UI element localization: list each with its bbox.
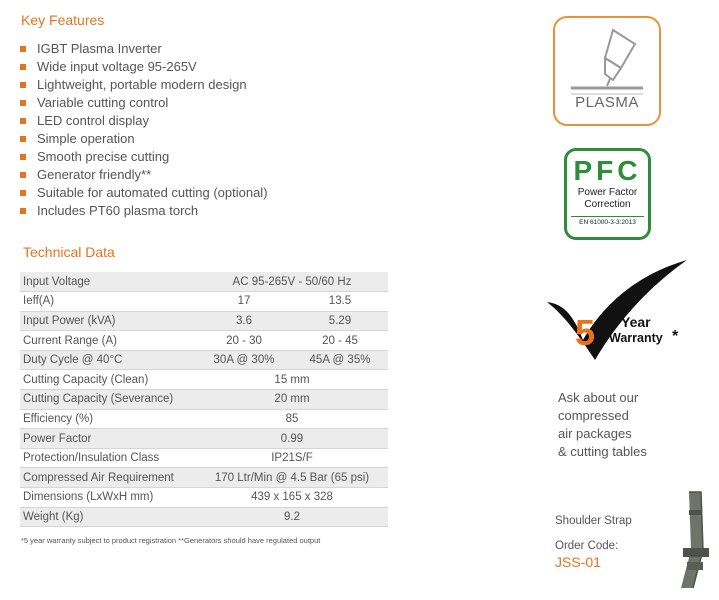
bullet-icon [20, 118, 26, 124]
feature-text: Generator friendly** [37, 167, 152, 182]
table-row [20, 448, 388, 468]
spec-value: 9.2 [196, 507, 388, 527]
spec-value: AC 95-265V - 50/60 Hz [196, 272, 388, 292]
key-features-heading: Key Features [21, 12, 105, 28]
order-code-label: Order Code: [555, 540, 619, 552]
spec-value: 15 mm [196, 370, 388, 390]
spec-value: 20 - 45 [292, 331, 388, 351]
table-row [20, 468, 388, 488]
plasma-torch-icon [555, 22, 659, 102]
shoulder-strap-title: Shoulder Strap [555, 515, 632, 527]
feature-item [37, 166, 268, 184]
table-row [20, 488, 388, 508]
shoulder-strap-section [555, 515, 632, 570]
warranty-asterisk: * [672, 328, 679, 345]
table-row [20, 429, 388, 449]
spec-value: 170 Ltr/Min @ 4.5 Bar (65 psi) [196, 468, 388, 488]
spec-label: Cutting Capacity (Clean) [20, 370, 196, 390]
warranty-label: Warranty [609, 331, 663, 345]
plasma-label: PLASMA [575, 94, 639, 111]
bullet-icon [20, 46, 26, 52]
ask-text-line: & cutting tables [558, 444, 647, 459]
table-row [20, 409, 388, 429]
spec-label: Cutting Capacity (Severance) [20, 390, 196, 410]
table-row [20, 292, 388, 312]
bullet-icon [20, 154, 26, 160]
checkmark-icon [545, 258, 705, 368]
technical-data-heading: Technical Data [23, 244, 115, 260]
pfc-line2: Correction [584, 199, 631, 210]
feature-text: IGBT Plasma Inverter [37, 41, 162, 56]
pfc-title: PFC [573, 155, 642, 186]
warranty-number: 5 [575, 312, 596, 353]
pfc-badge [564, 148, 651, 240]
feature-item [37, 94, 268, 112]
feature-item [37, 130, 268, 148]
ask-text-line: compressed [558, 408, 629, 423]
feature-text: Lightweight, portable modern design [37, 77, 247, 92]
spec-label: Input Power (kVA) [20, 311, 196, 331]
feature-text: Includes PT60 plasma torch [37, 203, 199, 218]
feature-text: Suitable for automated cutting (optional) [37, 185, 268, 200]
table-row [20, 390, 388, 410]
technical-data-table [20, 272, 388, 527]
pfc-line1: Power Factor [577, 187, 638, 198]
bullet-icon [20, 64, 26, 70]
spec-value: IP21S/F [196, 448, 388, 468]
pfc-standard: EN 61000-3-3:2013 [571, 216, 644, 226]
plasma-badge [553, 16, 661, 126]
bullet-icon [20, 190, 26, 196]
feature-item [37, 148, 268, 166]
spec-label: Input Voltage [20, 272, 196, 292]
feature-item [37, 40, 268, 58]
footnote: *5 year warranty subject to product registration **Generators should have regulated output [21, 536, 321, 545]
warranty-badge [545, 258, 705, 368]
spec-label: Protection/Insulation Class [20, 448, 196, 468]
feature-text: Wide input voltage 95-265V [37, 59, 197, 74]
feature-item [37, 202, 268, 220]
spec-value: 17 [196, 292, 292, 312]
spec-value: 45A @ 35% [292, 350, 388, 370]
feature-item [37, 58, 268, 76]
shoulder-strap-image [663, 490, 713, 590]
spec-value: 13.5 [292, 292, 388, 312]
spec-label: Weight (Kg) [20, 507, 196, 527]
table-row [20, 507, 388, 527]
spec-value: 20 mm [196, 390, 388, 410]
spec-value: 0.99 [196, 429, 388, 449]
spec-label: Power Factor [20, 429, 196, 449]
key-features-list [37, 40, 268, 220]
bullet-icon [20, 208, 26, 214]
feature-text: Smooth precise cutting [37, 149, 170, 164]
feature-text: LED control display [37, 113, 149, 128]
table-row [20, 311, 388, 331]
feature-item [37, 112, 268, 130]
table-row [20, 350, 388, 370]
spec-label: Current Range (A) [20, 331, 196, 351]
order-code-value: JSS-01 [555, 554, 601, 570]
spec-value: 3.6 [196, 311, 292, 331]
feature-item [37, 184, 268, 202]
table-row [20, 370, 388, 390]
spec-value: 20 - 30 [196, 331, 292, 351]
feature-text: Simple operation [37, 131, 135, 146]
feature-text: Variable cutting control [37, 95, 169, 110]
spec-value: 439 x 165 x 328 [196, 488, 388, 508]
warranty-year: Year [621, 314, 651, 330]
spec-label: Compressed Air Requirement [20, 468, 196, 488]
bullet-icon [20, 136, 26, 142]
spec-label: Duty Cycle @ 40°C [20, 350, 196, 370]
bullet-icon [20, 82, 26, 88]
ask-text-line: air packages [558, 426, 632, 441]
table-row [20, 272, 388, 292]
spec-value: 30A @ 30% [196, 350, 292, 370]
bullet-icon [20, 100, 26, 106]
spec-value: 85 [196, 409, 388, 429]
bullet-icon [20, 172, 26, 178]
spec-label: Efficiency (%) [20, 409, 196, 429]
feature-item [37, 76, 268, 94]
spec-value: 5.29 [292, 311, 388, 331]
ask-about-text [558, 389, 647, 461]
spec-label: Ieff(A) [20, 292, 196, 312]
spec-label: Dimensions (LxWxH mm) [20, 488, 196, 508]
table-row [20, 331, 388, 351]
ask-text-line: Ask about our [558, 390, 639, 405]
